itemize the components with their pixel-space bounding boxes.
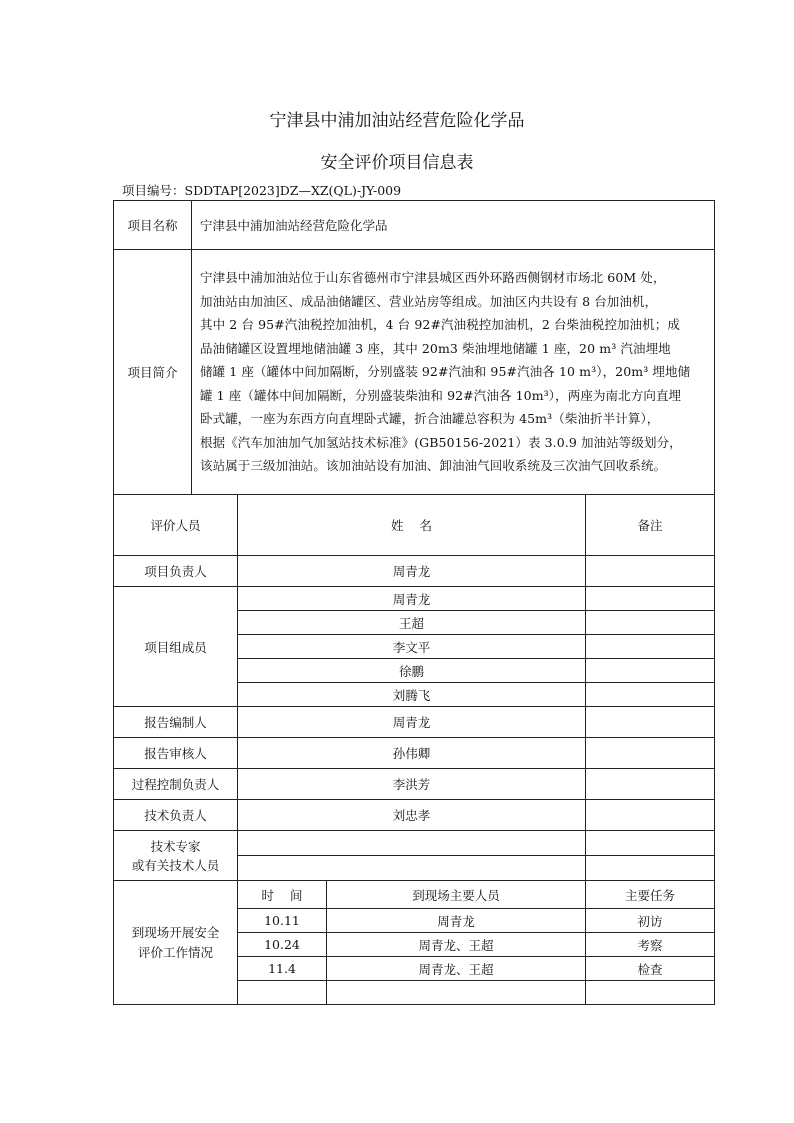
process-control-name: 李洪芳 xyxy=(238,769,586,800)
member-name: 王超 xyxy=(238,611,586,635)
site-row-time: 11.4 xyxy=(238,957,327,981)
project-name-value: 宁津县中浦加油站经营危险化学品 xyxy=(192,201,715,250)
member-note xyxy=(586,683,715,707)
report-reviewer-name: 孙伟卿 xyxy=(238,738,586,769)
header-note: 备注 xyxy=(586,495,715,556)
leader-name: 周青龙 xyxy=(238,556,586,587)
tech-lead-note xyxy=(586,800,715,831)
site-work-label-line: 到现场开展安全 xyxy=(131,924,220,940)
process-control-label: 过程控制负责人 xyxy=(114,769,238,800)
report-writer-label: 报告编制人 xyxy=(114,707,238,738)
member-note xyxy=(586,659,715,683)
site-row-personnel: 周青龙、王超 xyxy=(327,957,586,981)
leader-label: 项目负责人 xyxy=(114,556,238,587)
member-name: 刘腾飞 xyxy=(238,683,586,707)
site-row-personnel: 周青龙 xyxy=(327,909,586,933)
site-header-time: 时 间 xyxy=(238,881,327,909)
intro-line: 根据《汽车加油加气加氢站技术标准》(GB50156-2021）表 3.0.9 加油站等级划分， xyxy=(200,434,682,450)
header-name: 姓 名 xyxy=(238,495,586,556)
site-row-task xyxy=(586,981,715,1005)
member-note xyxy=(586,587,715,611)
intro-line: 品油储罐区设置埋地储油罐 3 座，其中 20m3 柴油埋地储罐 1 座，20 m³ 汽油埋地 xyxy=(200,340,671,356)
site-header-personnel: 到现场主要人员 xyxy=(327,881,586,909)
site-row-task: 检查 xyxy=(586,957,715,981)
report-reviewer-label: 报告审核人 xyxy=(114,738,238,769)
member-name: 徐鹏 xyxy=(238,659,586,683)
member-note xyxy=(586,635,715,659)
intro-line: 宁津县中浦加油站位于山东省德州市宁津县城区西外环路西侧钢材市场北 60M 处， xyxy=(200,270,666,286)
site-row-personnel: 周青龙、王超 xyxy=(327,933,586,957)
report-writer-name: 周青龙 xyxy=(238,707,586,738)
intro-line: 储罐 1 座（罐体中间加隔断，分别盛装 92#汽油和 95#汽油各 10 m³），20m³ 埋地储 xyxy=(200,364,691,380)
expert-label-line: 技术专家 xyxy=(150,838,201,854)
project-name-label: 项目名称 xyxy=(114,201,192,250)
intro-line: 加油站由加油区、成品油储罐区、营业站房等组成。加油区内共设有 8 台加油机， xyxy=(200,293,658,309)
header-role: 评价人员 xyxy=(114,495,238,556)
site-row-task: 初访 xyxy=(586,909,715,933)
site-work-label xyxy=(114,881,238,1005)
project-intro-label: 项目简介 xyxy=(114,250,192,495)
site-row-task: 考察 xyxy=(586,933,715,957)
document-title: 宁津县中浦加油站经营危险化学品 xyxy=(269,111,525,131)
project-intro-text xyxy=(192,250,715,495)
member-name: 李文平 xyxy=(238,635,586,659)
expert-label-line: 或有关技术人员 xyxy=(131,857,220,873)
expert-label xyxy=(114,831,238,881)
report-reviewer-note xyxy=(586,738,715,769)
site-row-time xyxy=(238,981,327,1005)
member-note xyxy=(586,611,715,635)
site-work-label-line: 评价工作情况 xyxy=(137,944,213,960)
site-row-time: 10.24 xyxy=(238,933,327,957)
project-number: 项目编号：SDDTAP[2023]DZ—XZ(QL)-JY-009 xyxy=(122,183,402,198)
intro-line: 该站属于三级加油站。该加油站设有加油、卸油油气回收系统及三次油气回收系统。 xyxy=(200,458,667,474)
intro-line: 其中 2 台 95#汽油税控加油机，4 台 92#汽油税控加油机，2 台柴油税控加油机；成 xyxy=(200,317,680,333)
process-control-note xyxy=(586,769,715,800)
intro-line: 罐 1 座（罐体中间加隔断，分别盛装柴油和 92#汽油各 10m³），两座为南北方向直埋 xyxy=(200,387,682,403)
site-row-time: 10.11 xyxy=(238,909,327,933)
expert-name xyxy=(238,831,586,856)
members-label: 项目组成员 xyxy=(114,587,238,707)
tech-lead-label: 技术负责人 xyxy=(114,800,238,831)
leader-note xyxy=(586,556,715,587)
report-writer-note xyxy=(586,707,715,738)
tech-lead-name: 刘忠孝 xyxy=(238,800,586,831)
expert-name xyxy=(238,856,586,881)
info-table xyxy=(113,200,715,1005)
expert-note xyxy=(586,831,715,856)
intro-line: 卧式罐，一座为东西方向直埋卧式罐，折合油罐总容积为 45m³（柴油折半计算）， xyxy=(200,411,660,427)
site-header-task: 主要任务 xyxy=(586,881,715,909)
site-row-personnel xyxy=(327,981,586,1005)
document-subtitle: 安全评价项目信息表 xyxy=(320,153,474,173)
expert-note xyxy=(586,856,715,881)
member-name: 周青龙 xyxy=(238,587,586,611)
